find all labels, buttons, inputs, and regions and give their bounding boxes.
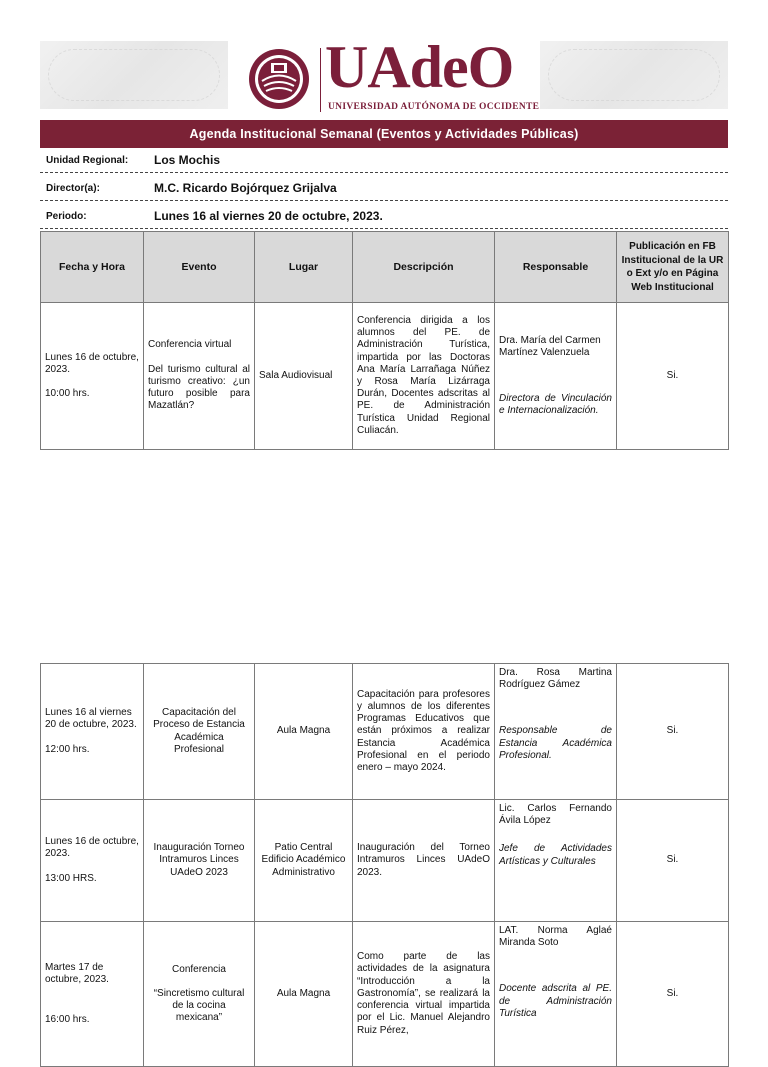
row-descripcion: Conferencia dirigida a los alumnos del PE. de Administración Turística, impartida por las Doctoras Ana María Larrañaga Núñez y Rosa María Lizárraga Durán, Docentes adscritas al PE. de Administración Turística Unidad Regional Culiacán. [353,303,495,450]
row-publicacion: Si. [617,800,729,922]
unidad-value: Los Mochis [154,153,221,167]
row-fecha: Lunes 16 de octubre, 2023. [45,351,139,375]
banner-decoration-right [540,41,728,109]
director-value: M.C. Ricardo Bojórquez Grijalva [154,181,337,195]
row-responsable-cell [495,664,617,800]
header-responsable: Responsable [495,232,617,303]
row-evento: Conferencia virtual [148,339,232,351]
row-publicacion: Si. [617,664,729,800]
row-evento: Inauguración Torneo Intramuros Linces UAdeO 2023 [144,800,255,922]
periodo-label: Periodo: [46,210,87,222]
row-fecha: Martes 17 de octubre, 2023. [45,961,109,985]
header-evento: Evento [144,232,255,303]
table-row [41,303,729,450]
header-descripcion: Descripción [353,232,495,303]
row-descripcion: Capacitación para profesores y alumnos de los diferentes Programas Educativos que están próximos a realizar Estancia Académica Profesional en el periodo enero – mayo 2024. [353,664,495,800]
row-responsable-cell [495,303,617,450]
row-responsable: Dra. María del Carmen Martínez Valenzuela [499,334,601,358]
row-responsable-cell [495,922,617,1067]
row-hora: 12:00 hrs. [45,743,90,755]
row-evento-cell [144,922,255,1067]
row-responsable: Dra. Rosa Martina Rodríguez Gámez [499,667,612,691]
row-fecha: Lunes 16 de octubre, 2023. [45,836,139,860]
row-responsable-cell [495,800,617,922]
table-row [41,922,729,1067]
row-hora: 13:00 HRS. [45,872,97,884]
university-seal-icon [248,48,310,110]
header-fecha: Fecha y Hora [41,232,144,303]
row-evento: Conferencia [172,963,226,975]
row-publicacion: Si. [617,922,729,1067]
page-title: Agenda Institucional Semanal (Eventos y Actividades Públicas) [40,120,728,148]
row-responsable: LAT. Norma Aglaé Miranda Soto [499,925,612,949]
row-fecha-cell [41,664,144,800]
row-lugar: Patio Central Edificio Académico Administrativo [255,800,353,922]
row-cargo: Responsable de Estancia Académica Profesional. [499,725,612,761]
row-publicacion: Si. [617,303,729,450]
row-fecha-cell [41,922,144,1067]
row-fecha-cell [41,303,144,450]
meta-unidad-row [40,148,728,173]
meta-director-row [40,176,728,201]
row-descripcion: Como parte de las actividades de la asignatura “Introducción a la Gastronomía”, se realizará la conferencia virtual impartida por el Lic. Manuel Alejandro Ruiz Pérez, [353,922,495,1067]
row-fecha-cell [41,800,144,922]
row-responsable: Lic. Carlos Fernando Ávila López [499,803,612,827]
table-row [41,664,729,800]
row-fecha: Lunes 16 al viernes 20 de octubre, 2023. [45,707,137,731]
table-header-row [41,232,729,303]
row-evento: Capacitación del Proceso de Estancia Académica Profesional [144,664,255,800]
row-evento-detail: Del turismo cultural al turismo creativo: ¿un futuro posible para Mazatlán? [148,363,250,412]
row-cargo: Docente adscrita al PE. de Administración Turística [499,983,612,1019]
periodo-value: Lunes 16 al viernes 20 de octubre, 2023. [154,209,383,223]
row-cargo: Directora de Vinculación e Internacionalización. [499,393,612,417]
director-label: Director(a): [46,182,100,194]
table-row [41,800,729,922]
header-publicacion: Publicación en FB Institucional de la UR o Ext y/o en Página Web Institucional [617,232,729,303]
logo-divider [320,48,321,112]
row-lugar: Aula Magna [255,664,353,800]
row-hora: 10:00 hrs. [45,388,90,400]
agenda-table-page-1 [40,231,729,450]
row-evento-detail: “Sincretismo cultural de la cocina mexicana” [153,987,245,1024]
row-lugar: Sala Audiovisual [255,303,353,450]
row-descripcion: Inauguración del Torneo Intramuros Linces UAdeO 2023. [353,800,495,922]
unidad-label: Unidad Regional: [46,154,129,166]
meta-periodo-row [40,204,728,229]
row-cargo: Jefe de Actividades Artísticas y Culturales [499,843,612,867]
logo-subtitle: UNIVERSIDAD AUTÓNOMA DE OCCIDENTE [328,102,540,112]
row-lugar: Aula Magna [255,922,353,1067]
logo-text: UAdeO [325,34,514,100]
row-evento-cell [144,303,255,450]
header-lugar: Lugar [255,232,353,303]
agenda-table-page-2 [40,663,729,1067]
banner-decoration-left [40,41,228,109]
row-hora: 16:00 hrs. [45,1014,90,1026]
